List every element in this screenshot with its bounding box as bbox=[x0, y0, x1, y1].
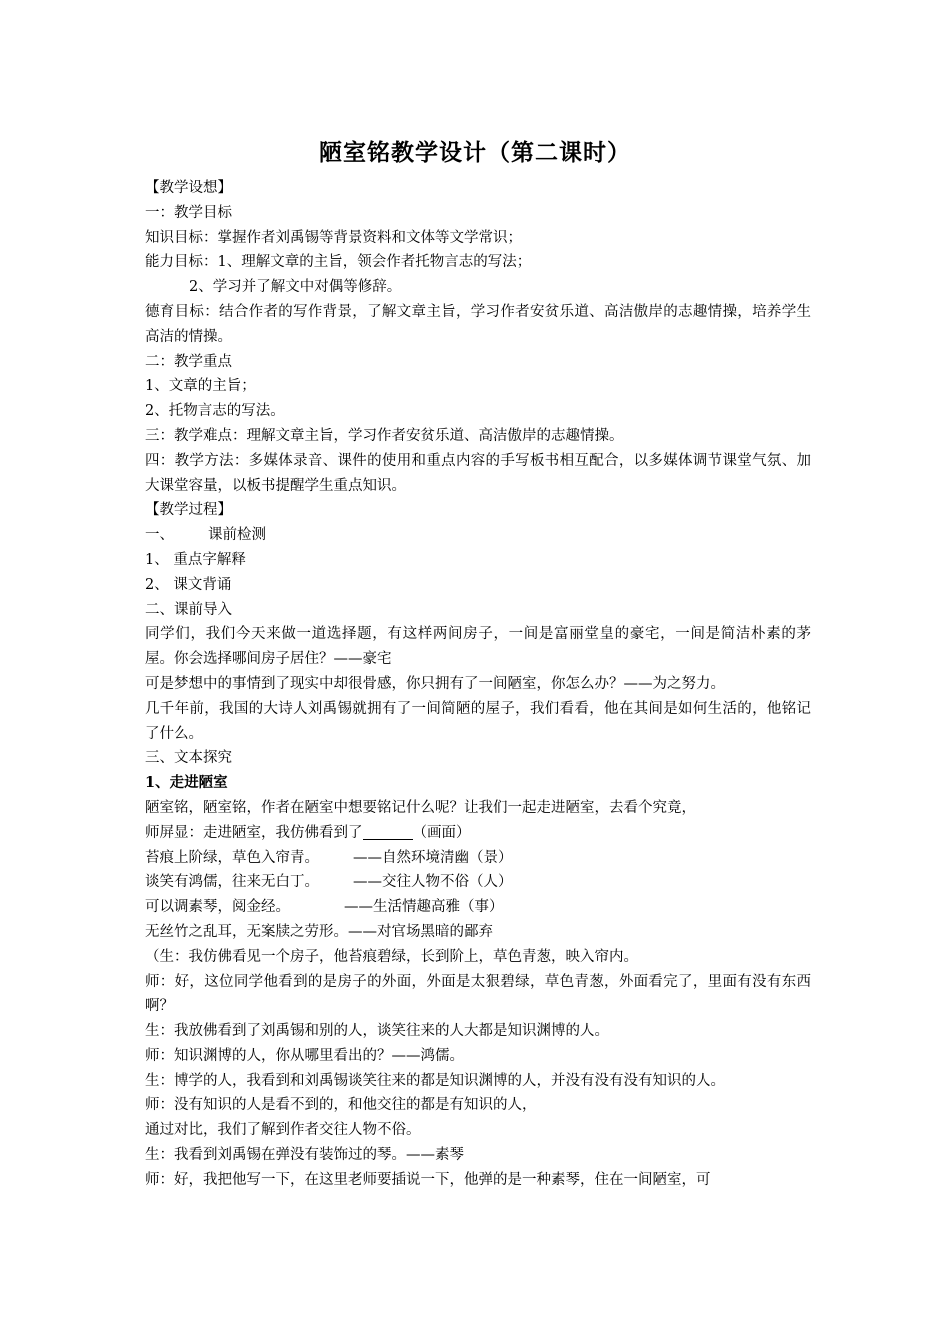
paragraph: 师：没有知识的人是看不到的，和他交往的都是有知识的人， bbox=[145, 1097, 537, 1114]
paragraph: 无丝竹之乱耳，无案牍之劳形。——对官场黑暗的鄙弃 bbox=[145, 923, 493, 940]
paragraph: 几千年前，我国的大诗人刘禹锡就拥有了一间简陋的屋子，我们看看，他在其间是如何生活的，他铭记了什么。 bbox=[145, 700, 811, 742]
paragraph: 2、 课文背诵 bbox=[145, 576, 232, 593]
list-text: 课前检测 bbox=[208, 527, 266, 544]
paragraph: 生：我放佛看到了刘禹锡和别的人，谈笑往来的人大都是知识渊博的人。 bbox=[145, 1023, 609, 1040]
subheading: 1、走进陋室 bbox=[145, 774, 228, 792]
paragraph bbox=[145, 523, 811, 548]
paragraph: （生：我仿佛看见一个房子，他苔痕碧绿，长到阶上，草色青葱，映入帘内。 bbox=[145, 948, 638, 965]
paragraph: 知识目标：掌握作者刘禹锡等背景资料和文体等文学常识； bbox=[145, 229, 522, 246]
document-title: 陋室铭教学设计（第二课时） bbox=[319, 140, 631, 166]
paragraph: 1、文章的主旨； bbox=[145, 378, 256, 395]
paragraph: 陋室铭，陋室铭，作者在陋室中想要铭记什么呢？让我们一起走进陋室，去看个究竟， bbox=[145, 799, 696, 816]
paragraph: 师：知识渊博的人，你从哪里看出的？——鸿儒。 bbox=[145, 1047, 464, 1064]
paragraph: 同学们，我们今天来做一道选择题，有这样两间房子，一间是富丽堂皇的豪宅，一间是简洁朴素的茅屋。你会选择哪间房子居住？——豪宅 bbox=[145, 626, 811, 668]
paragraph: 可是梦想中的事情到了现实中却很骨感，你只拥有了一间陋室，你怎么办？——为之努力。 bbox=[145, 675, 725, 692]
paragraph: 1、 重点字解释 bbox=[145, 551, 246, 568]
paragraph: 三、文本探究 bbox=[145, 750, 232, 767]
paragraph: 四：教学方法：多媒体录音、课件的使用和重点内容的手写板书相互配合，以多媒体调节课堂气氛、加大课堂容量，以板书提醒学生重点知识。 bbox=[145, 452, 811, 494]
section-heading: 【教学过程】 bbox=[145, 502, 232, 519]
list-number: 一、 bbox=[145, 527, 174, 544]
section-heading: 【教学设想】 bbox=[145, 180, 232, 196]
paragraph: 谈笑有鸿儒，往来无白丁。 ——交往人物不俗（人） bbox=[145, 874, 513, 891]
paragraph: 三：教学难点：理解文章主旨，学习作者安贫乐道、高洁傲岸的志趣情操。 bbox=[145, 427, 624, 444]
paragraph: 生：博学的人，我看到和刘禹锡谈笑往来的都是知识渊博的人，并没有没有没有知识的人。 bbox=[145, 1072, 725, 1089]
paragraph: 二、课前导入 bbox=[145, 601, 232, 618]
paragraph: 2、托物言志的写法。 bbox=[145, 403, 285, 420]
paragraph: 一：教学目标 bbox=[145, 204, 232, 221]
document-body bbox=[145, 176, 811, 1193]
paragraph: 苔痕上阶绿，草色入帘青。 ——自然环境清幽（景） bbox=[145, 849, 513, 866]
paragraph: 可以调素琴，阅金经。 ——生活情趣高雅（事） bbox=[145, 899, 504, 916]
paragraph: 生：我看到刘禹锡在弹没有装饰过的琴。——素琴 bbox=[145, 1147, 464, 1164]
paragraph: 2、学习并了解文中对偶等修辞。 bbox=[189, 279, 402, 296]
fill-blank bbox=[363, 823, 413, 840]
paragraph: 师：好，这位同学他看到的是房子的外面，外面是太狠碧绿，草色青葱，外面看完了，里面有没有东西啊？ bbox=[145, 973, 811, 1015]
paragraph: 德育目标：结合作者的写作背景，了解文章主旨，学习作者安贫乐道、高洁傲岸的志趣情操，培养学生高洁的情操。 bbox=[145, 303, 811, 345]
paragraph: 通过对比，我们了解到作者交往人物不俗。 bbox=[145, 1122, 421, 1139]
paragraph: 能力目标：1、理解文章的主旨，领会作者托物言志的写法； bbox=[145, 254, 532, 271]
paragraph: 师屏显：走进陋室，我仿佛看到了 （画面） bbox=[145, 824, 471, 841]
paragraph: 二：教学重点 bbox=[145, 353, 232, 370]
paragraph: 师：好，我把他写一下，在这里老师要插说一下，他弹的是一种素琴，住在一间陋室，可 bbox=[145, 1171, 711, 1188]
